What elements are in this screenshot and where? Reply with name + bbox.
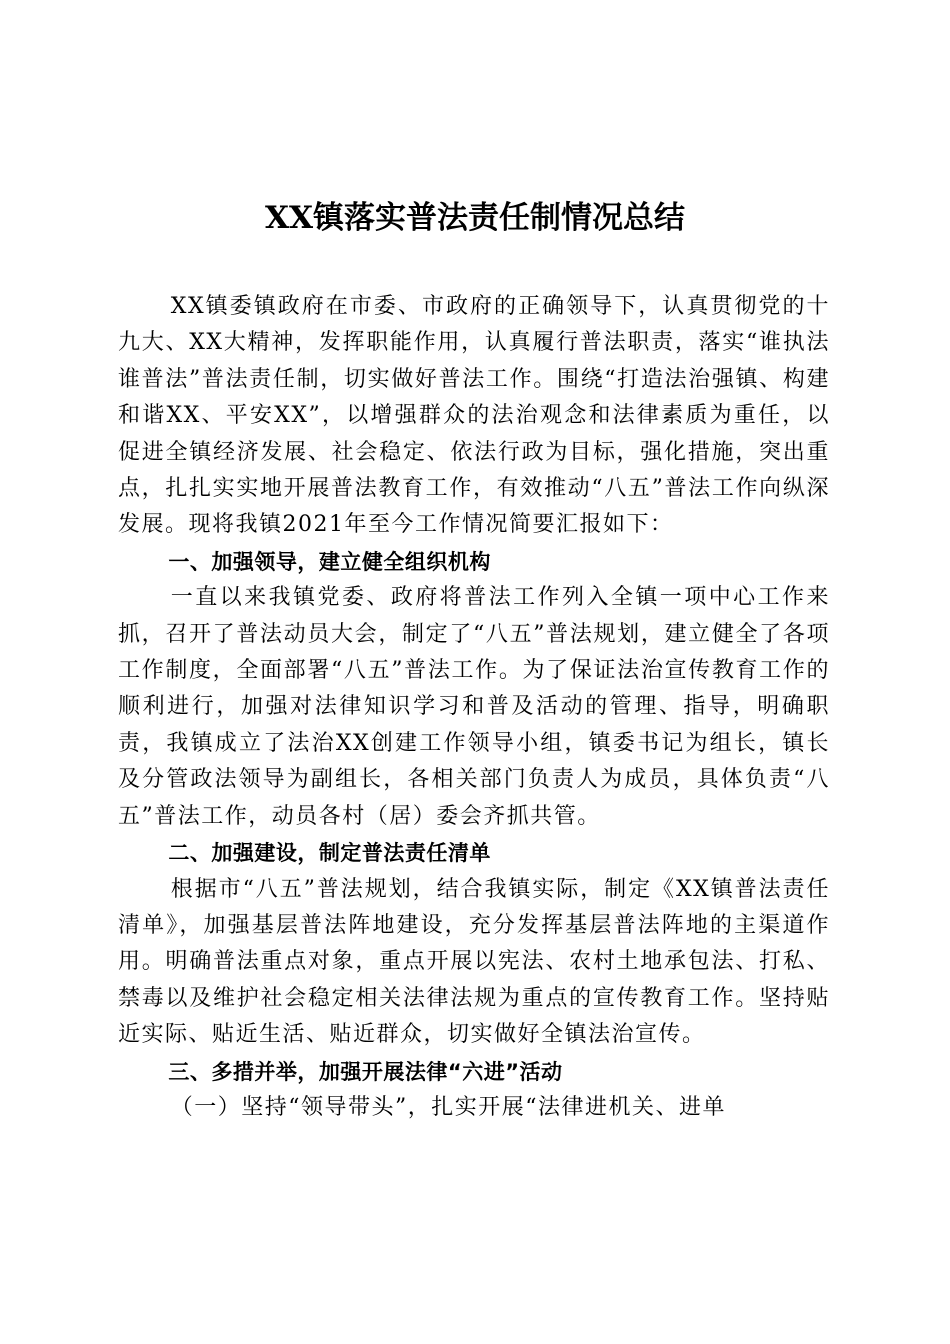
section-1-paragraph: 一直以来我镇党委、政府将普法工作列入全镇一项中心工作来抓，召开了普法动员大会，制定了“八五”普法规划，建立健全了各项工作制度，全面部署“八五”普法工作。为了保证法治宣传教育工作的顺利进行，加强对法律知识学习和普及活动的管理、指导，明确职责，我镇成立了法治XX创建工作领导小组，镇委书记为组长，镇长及分管政法领导为副组长，各相关部门负责人为成员，具体负责“八五”普法工作，动员各村（居）委会齐抓共管。 <box>118 585 830 829</box>
section-heading-3: 三、多措并举，加强开展法律“六进”活动 <box>168 1059 563 1084</box>
section-3-paragraph: （一）坚持“领导带头”，扎实开展“法律进机关、进单 <box>170 1094 727 1120</box>
document-body <box>118 289 830 1126</box>
section-heading-2: 二、加强建设，制定普法责任清单 <box>168 841 491 866</box>
section-heading-1: 一、加强领导，建立健全组织机构 <box>168 549 491 574</box>
intro-paragraph: XX镇委镇政府在市委、市政府的正确领导下，认真贯彻党的十九大、XX大精神，发挥职能作用，认真履行普法职责，落实“谁执法谁普法”普法责任制，切实做好普法工作。围绕“打造法治强镇、构建和谐XX、平安XX”，以增强群众的法治观念和法律素质为重任，以促进全镇经济发展、社会稳定、依法行政为目标，强化措施，突出重点，扎扎实实地开展普法教育工作，有效推动“八五”普法工作向纵深发展。现将我镇2021年至今工作情况简要汇报如下： <box>118 294 830 538</box>
section-2-paragraph: 根据市“八五”普法规划，结合我镇实际，制定《XX镇普法责任清单》，加强基层普法阵地建设，充分发挥基层普法阵地的主渠道作用。明确普法重点对象，重点开展以宪法、农村土地承包法、打私、禁毒以及维护社会稳定相关法律法规为重点的宣传教育工作。坚持贴近实际、贴近生活、贴近群众，切实做好全镇法治宣传。 <box>118 876 830 1048</box>
document-title: XX镇落实普法责任制情况总结 <box>264 200 686 236</box>
